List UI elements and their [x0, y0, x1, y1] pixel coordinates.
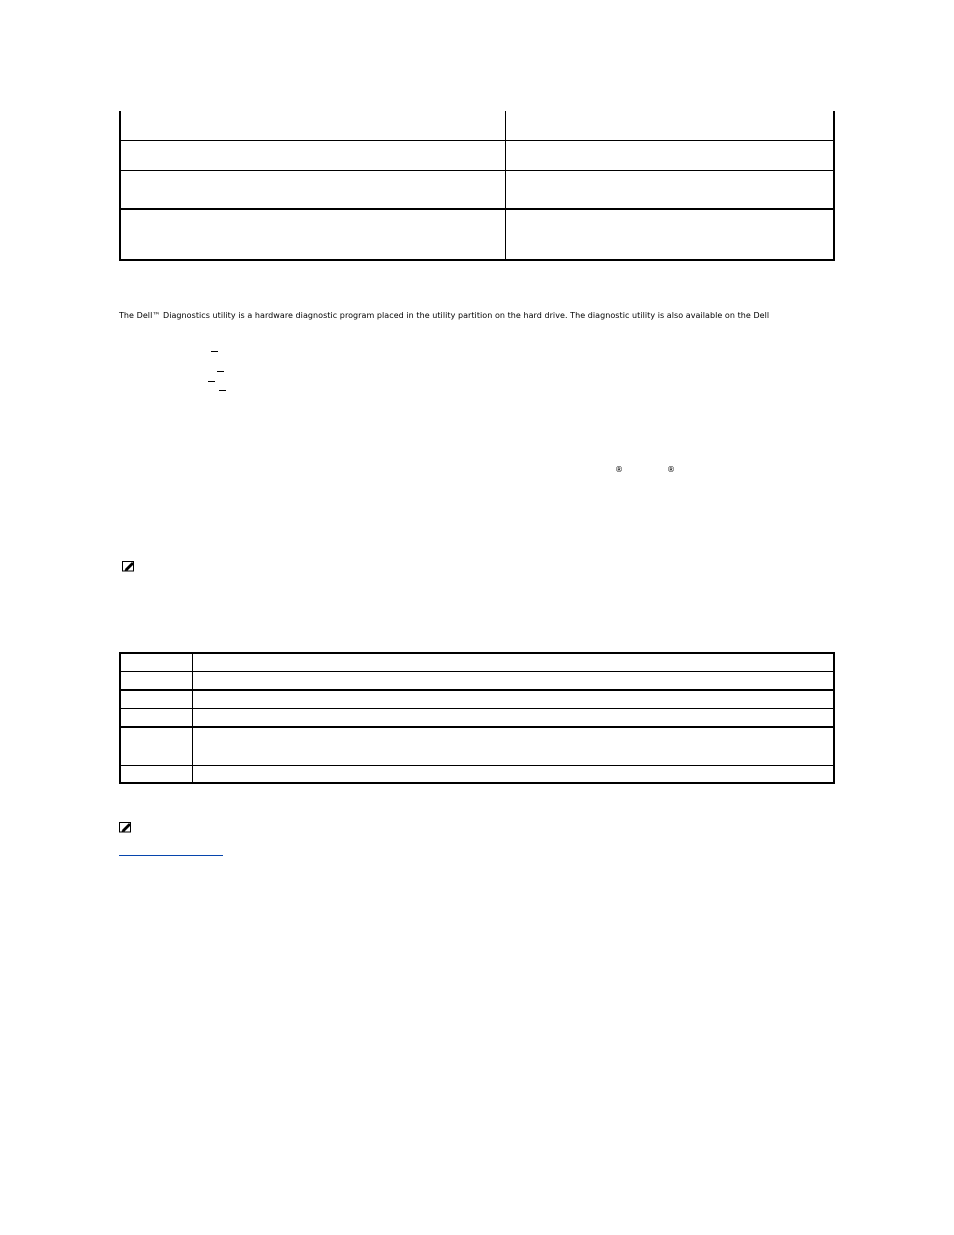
note-pencil-icon: [119, 821, 133, 833]
top-table: [119, 111, 835, 261]
key-underline-mark: [219, 390, 226, 391]
bottom-table: [119, 652, 835, 784]
key-underline-mark: [208, 381, 215, 382]
intro-paragraph: The Dell™ Diagnostics utility is a hardware diagnostic program placed in the utility partition on the hard drive. The diagnostic utility is also available on the Dell: [119, 311, 770, 320]
back-to-contents-link[interactable]: [119, 855, 223, 856]
table-row: [121, 765, 833, 784]
table-row: [121, 170, 833, 209]
key-underline-mark: [211, 351, 218, 352]
table-row: [121, 140, 833, 170]
table-row: [121, 671, 833, 690]
registered-mark: ®: [615, 465, 623, 474]
table-row: [121, 208, 833, 259]
note-pencil-icon: [122, 560, 136, 572]
key-underline-mark: [217, 371, 224, 372]
table-row: [121, 726, 833, 765]
registered-mark: ®: [667, 465, 675, 474]
table-row: [121, 708, 833, 727]
table-row: [121, 689, 833, 708]
